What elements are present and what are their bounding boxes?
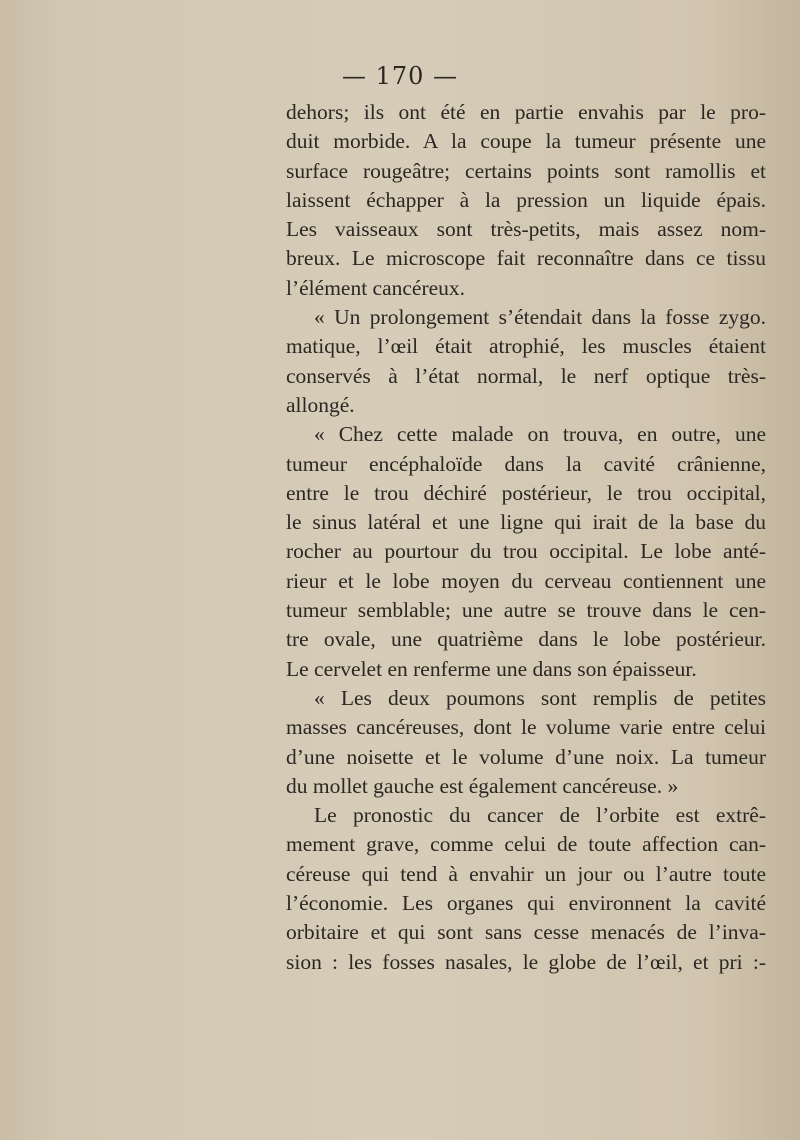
text-line: laissent échapper à la pression un liquide épais. [286,187,766,212]
text-line: « Un prolongement s’étendait dans la fosse zygo. [314,305,766,330]
text-line: tre ovale, une quatrième dans le lobe postérieur. [286,627,766,652]
text-line: tumeur encéphaloïde dans la cavité crânienne, [286,451,766,476]
text-line: Le cervelet en renferme une dans son épaisseur. [286,656,697,681]
text-line: entre le trou déchiré postérieur, le trou occipital, [286,480,766,505]
text-line: l’économie. Les organes qui environnent la cavité [286,891,766,916]
text-line: « Chez cette malade on trouva, en outre, une [314,422,766,447]
text-line: sion : les fosses nasales, le globe de l’œil, et pri :- [286,949,766,974]
text-line: le sinus latéral et une ligne qui irait de la base du [286,510,766,535]
text-line: dehors; ils ont été en partie envahis par le pro- [286,100,766,124]
text-line: Les vaisseaux sont très-petits, mais assez nom- [286,217,766,242]
text-line: allongé. [286,392,355,417]
text-line: Le pronostic du cancer de l’orbite est extrê- [314,803,766,828]
body-text [286,98,766,977]
text-line: orbitaire et qui sont sans cesse menacés de l’inva- [286,920,766,945]
text-line: rieur et le lobe moyen du cerveau contiennent une [286,568,766,593]
text-line: surface rougeâtre; certains points sont ramollis et [286,158,766,183]
text-line: mement grave, comme celui de toute affection can- [286,832,766,857]
text-line: « Les deux poumons sont remplis de petites [314,685,766,710]
text-line: céreuse qui tend à envahir un jour ou l’autre toute [286,861,766,886]
text-line: du mollet gauche est également cancéreuse. » [286,773,679,798]
text-line: d’une noisette et le volume d’une noix. La tumeur [286,744,766,769]
text-line: duit morbide. A la coupe la tumeur présente une [286,129,766,154]
text-line: rocher au pourtour du trou occipital. Le lobe anté- [286,539,766,564]
text-line: conservés à l’état normal, le nerf optique très- [286,363,766,388]
text-line: matique, l’œil était atrophié, les muscles étaient [286,334,766,359]
page-number: — 170 — [341,62,459,90]
text-line: breux. Le microscope fait reconnaître dans ce tissu [286,246,766,271]
text-line: l’élément cancéreux. [286,275,466,300]
text-line: masses cancéreuses, dont le volume varie entre celui [286,715,766,740]
text-line: tumeur semblable; une autre se trouve dans le cen- [286,598,766,623]
